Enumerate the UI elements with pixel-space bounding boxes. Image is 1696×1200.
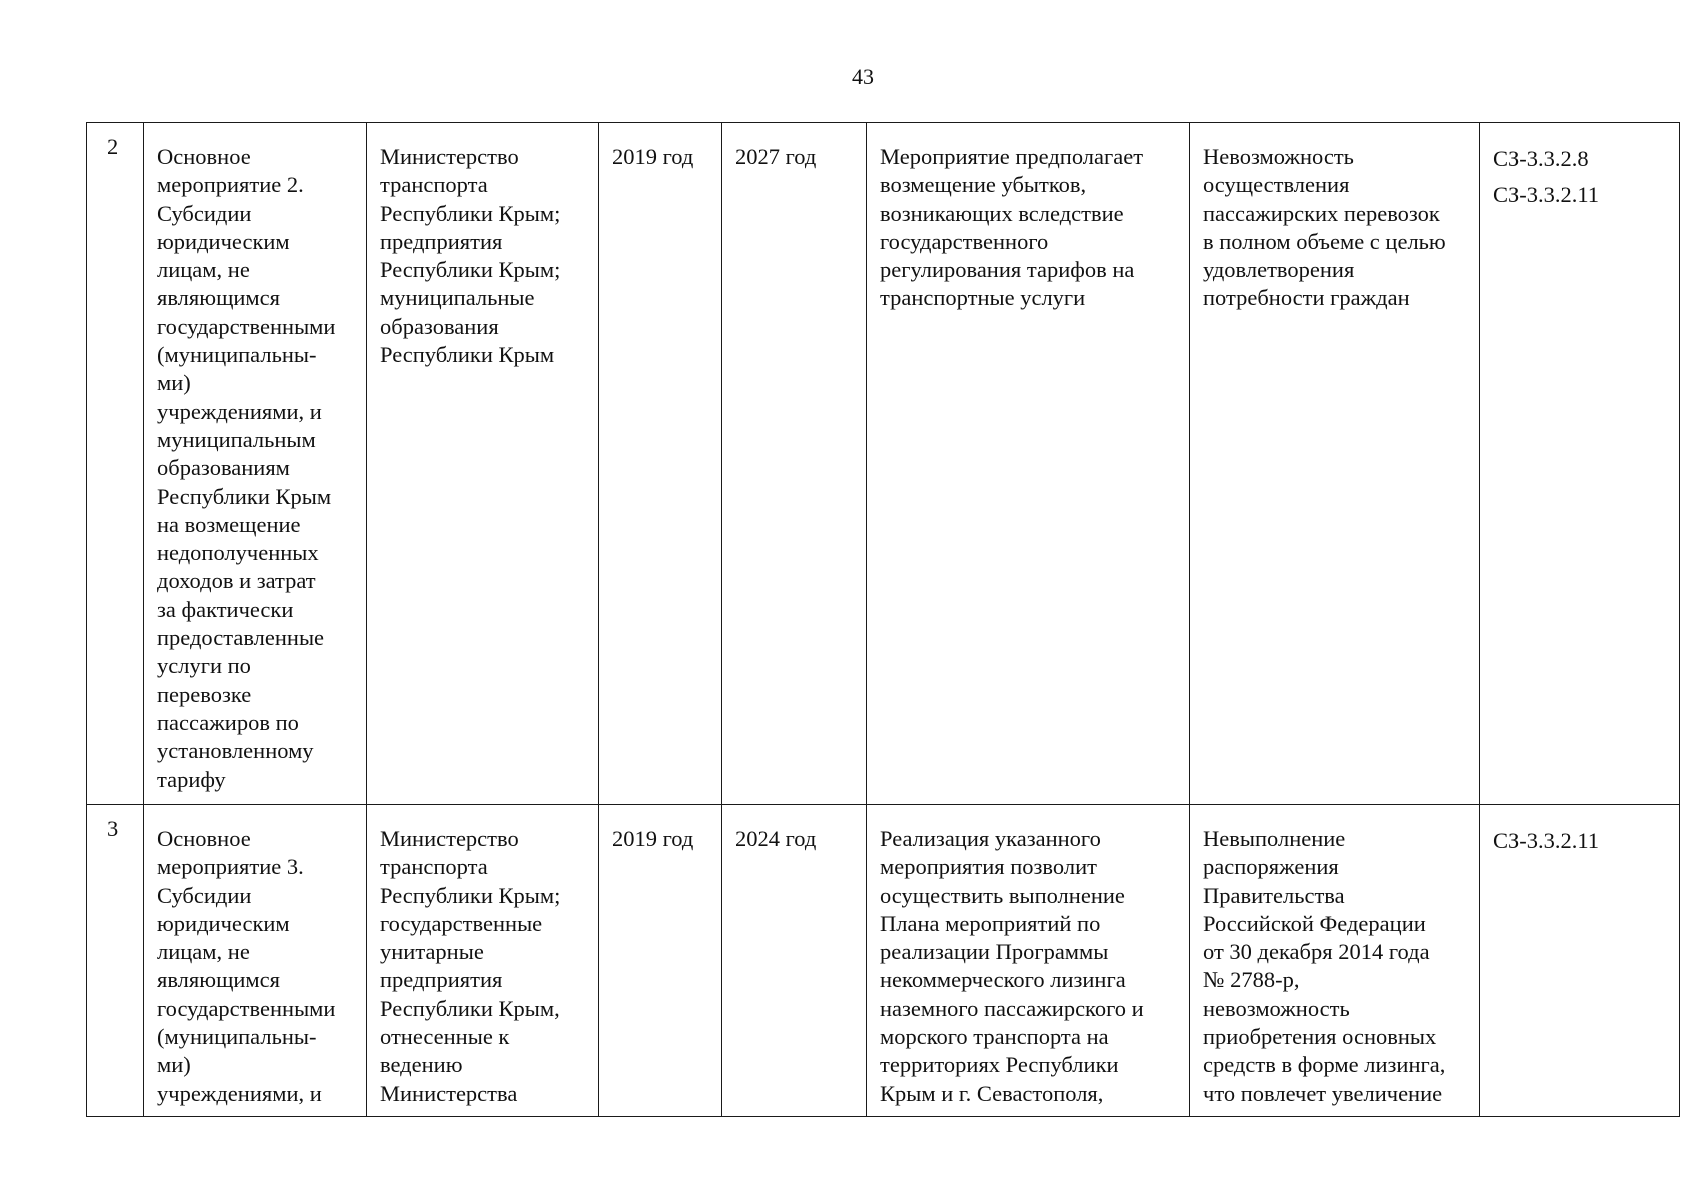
- measures-table: [86, 122, 1680, 1117]
- event-cell: [144, 123, 367, 805]
- result-text: Реализация указанного мероприятия позволит осуществить выполнение Плана мероприятий по реализации Программы некоммерческого лизинга наземного пассажирского и морского транспорта на территориях Республики Крым и г. Севастополя,: [880, 826, 1144, 1106]
- code-label: СЗ-3.3.2.11: [1493, 182, 1600, 208]
- consequence-cell: [1190, 805, 1480, 1117]
- consequence-text: Невозможность осуществления пассажирских перевозок в полном объеме с целью удовлетворения потребности граждан: [1203, 144, 1446, 311]
- codes-cell: [1480, 805, 1680, 1117]
- result-text: Мероприятие предполагает возмещение убытков, возникающих вследствие государственного регулирования тарифов на транспортные услуги: [880, 144, 1144, 311]
- executor-cell: [367, 805, 599, 1117]
- codes-cell: [1480, 123, 1680, 805]
- row-number: 2: [87, 123, 144, 805]
- executor-text: Министерство транспорта Республики Крым; государственные унитарные предприятия Республики Крым, отнесенные к ведению Министерства: [380, 826, 561, 1106]
- row-number: 3: [87, 805, 144, 1117]
- table-row: [87, 805, 1680, 1117]
- consequence-cell: [1190, 123, 1480, 805]
- page-number: 43: [852, 64, 874, 89]
- executor-text: Министерство транспорта Республики Крым; предприятия Республики Крым; муниципальные образования Республики Крым: [380, 144, 561, 368]
- result-cell: [867, 805, 1190, 1117]
- start-year-cell: 2019 год: [599, 123, 722, 805]
- event-cell: [144, 805, 367, 1117]
- event-text: Основное мероприятие 2. Субсидии юридическим лицам, не являющимся государственными (муниципальны- ми) учреждениями, и муниципальным образованиям Республики Крым на возмещение недополученных доходов и затрат за фактически предоставленные услуги по перевозке пассажиров по установленному тарифу: [157, 144, 336, 792]
- result-cell: [867, 123, 1190, 805]
- executor-cell: [367, 123, 599, 805]
- start-year-cell: 2019 год: [599, 805, 722, 1117]
- code-label: СЗ-3.3.2.8: [1493, 146, 1589, 171]
- table-row: [87, 123, 1680, 805]
- end-year-cell: 2024 год: [722, 805, 867, 1117]
- event-text: Основное мероприятие 3. Субсидии юридическим лицам, не являющимся государственными (муниципальны- ми) учреждениями, и: [157, 826, 336, 1106]
- consequence-text: Невыполнение распоряжения Правительства Российской Федерации от 30 декабря 2014 года № 2788-р, невозможность приобретения основных средств в форме лизинга, что повлечет увеличение: [1203, 826, 1446, 1106]
- end-year-cell: 2027 год: [722, 123, 867, 805]
- code-label: СЗ-3.3.2.11: [1493, 828, 1600, 853]
